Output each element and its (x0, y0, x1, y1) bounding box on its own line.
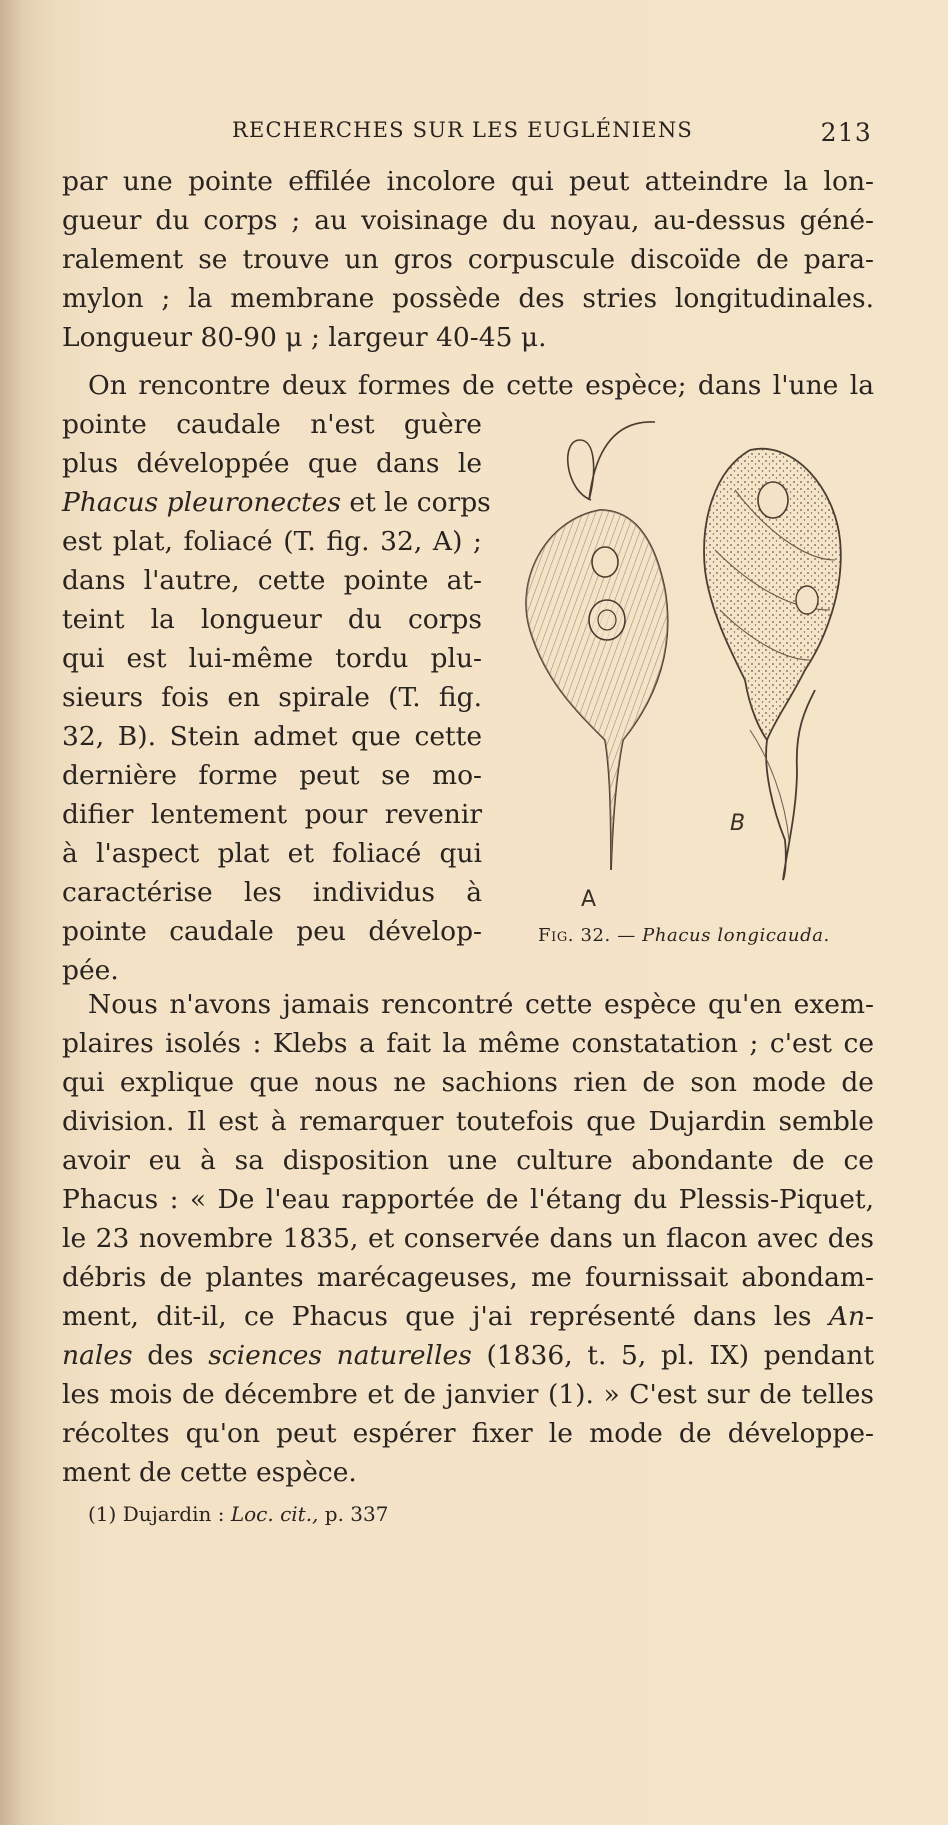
text-line: division. Il est à remarquer toutefois que Dujardin semble (62, 1106, 874, 1137)
text-line: les mois de décembre et de janvier (1). » C'est sur de telles (62, 1379, 874, 1410)
text-line: caractérise les individus à (62, 877, 482, 908)
cell-b-drawing (704, 449, 841, 880)
text-line: gueur du corps ; au voisinage du noyau, au-dessus géné- (62, 205, 874, 236)
text-line: à l'aspect plat et foliacé qui (62, 838, 482, 869)
text-line: plaires isolés : Klebs a fait la même constatation ; c'est ce (62, 1028, 874, 1059)
figure-32 (505, 410, 885, 910)
species-name: Phacus pleuronectes (62, 487, 341, 518)
text-line: On rencontre deux formes de cette espèce; dans l'une la (88, 370, 874, 401)
text-line: Phacus pleuronectes et le corps (62, 487, 491, 518)
text-line: avoir eu à sa disposition une culture abondante de ce (62, 1145, 874, 1176)
text-line: 32, B). Stein admet que cette (62, 721, 482, 752)
figure-species: Phacus longicauda. (642, 925, 830, 946)
text-line: débris de plantes marécageuses, me fournissait abondam- (62, 1262, 874, 1293)
text-line: récoltes qu'on peut espérer fixer le mode de développe- (62, 1418, 874, 1449)
running-header (232, 118, 872, 150)
text-line: teint la longueur du corps (62, 604, 482, 635)
figure-label-a: A (581, 887, 597, 910)
figure-label-b: B (730, 811, 746, 836)
page-number: 213 (820, 118, 872, 147)
text-line: difier lentement pour revenir (62, 799, 482, 830)
text-line: plus développée que dans le (62, 448, 482, 479)
cell-a-drawing (526, 422, 667, 870)
text-line: ment, dit-il, ce Phacus que j'ai représenté dans les An- (62, 1301, 874, 1332)
text-line: dernière forme peut se mo- (62, 760, 482, 791)
text-line: qui explique que nous ne sachions rien de son mode de (62, 1067, 874, 1098)
phacus-illustration (505, 410, 885, 910)
paragraph-3 (62, 985, 874, 1492)
text-line: Phacus : « De l'eau rapportée de l'étang du Plessis-Piquet, (62, 1184, 874, 1215)
running-title: RECHERCHES SUR LES EUGLÉNIENS (232, 118, 693, 142)
figure-caption (538, 925, 830, 946)
text-line: ralement se trouve un gros corpuscule discoïde de para- (62, 244, 874, 275)
text-line: est plat, foliacé (T. fig. 32, A) ; (62, 526, 482, 557)
text-line: qui est lui-même tordu plu- (62, 643, 482, 674)
text-line: Nous n'avons jamais rencontré cette espèce qu'en exem- (88, 989, 874, 1020)
text-line: nales des sciences naturelles (1836, t. 5, pl. IX) pendant (62, 1340, 874, 1371)
paragraph-2-wrapped (62, 405, 491, 990)
footnote: (1) Dujardin : Loc. cit., p. 337 (88, 1502, 389, 1526)
paragraph-1 (62, 162, 874, 357)
text-line: ment de cette espèce. (62, 1457, 357, 1488)
text-line: pointe caudale n'est guère (62, 409, 482, 440)
text-line: pée. (62, 955, 119, 986)
text-line: le 23 novembre 1835, et conservée dans un flacon avec des (62, 1223, 874, 1254)
text-line: Longueur 80-90 μ ; largeur 40-45 μ. (62, 322, 547, 353)
text-line: mylon ; la membrane possède des stries longitudinales. (62, 283, 874, 314)
text-line: par une pointe effilée incolore qui peut atteindre la lon- (62, 166, 874, 197)
text-line: pointe caudale peu dévelop- (62, 916, 482, 947)
text-line: sieurs fois en spirale (T. fig. (62, 682, 482, 713)
text-line: dans l'autre, cette pointe at- (62, 565, 482, 596)
figure-number: Fig. 32. — (538, 925, 636, 946)
